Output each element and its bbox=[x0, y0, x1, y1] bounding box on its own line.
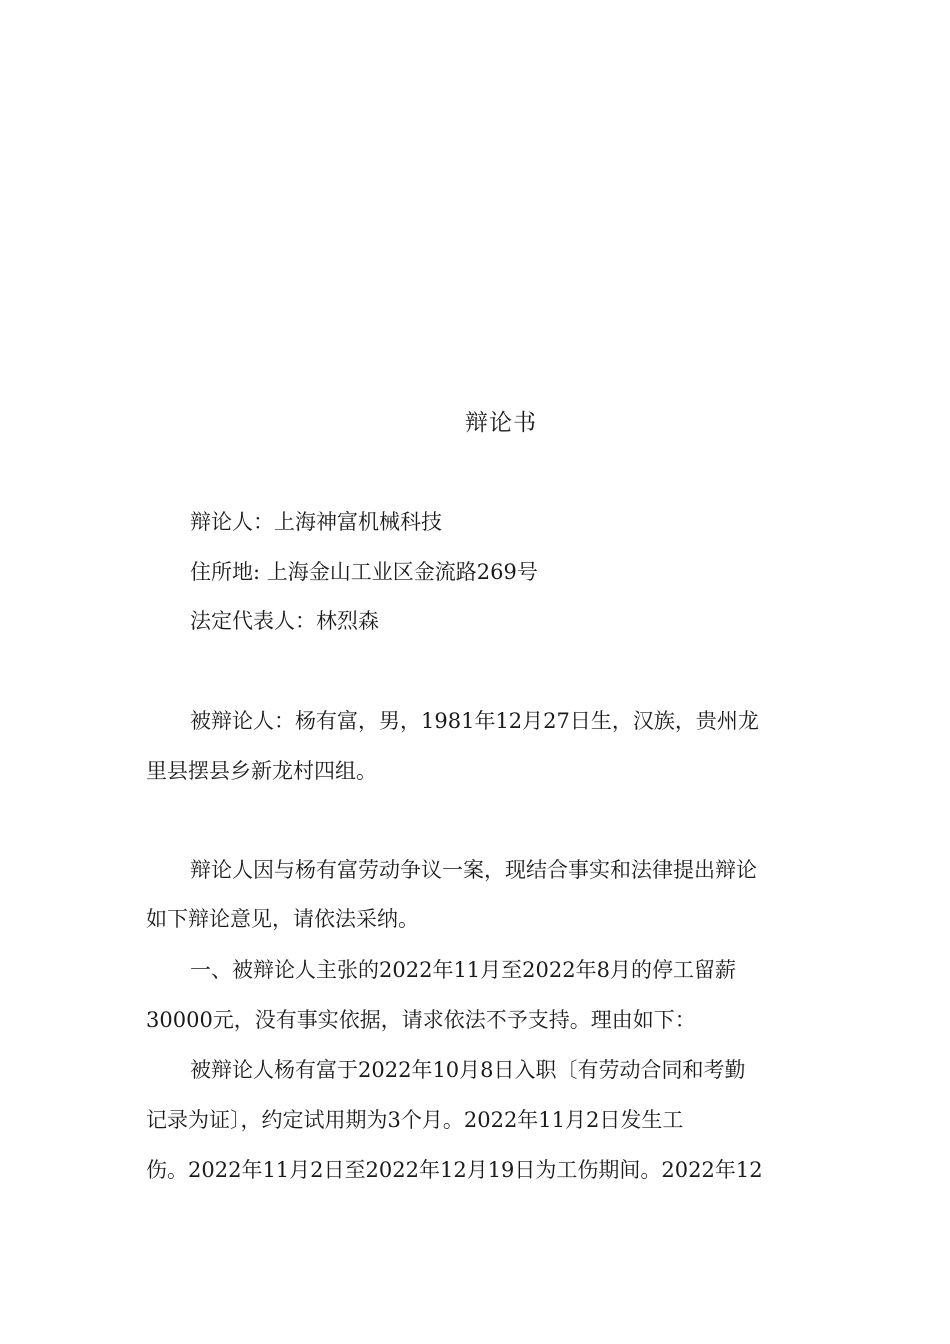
facts-line-1: 被辩论人杨有富于2022年10月8日入职〔有劳动合同和考勤 bbox=[190, 1058, 746, 1082]
intro-paragraph-line-1: 辩论人因与杨有富劳动争议一案，现结合事实和法律提出辩论 bbox=[190, 858, 757, 882]
legal-representative-line: 法定代表人：林烈森 bbox=[190, 609, 379, 633]
respondent-line-2: 里县摆县乡新龙村四组。 bbox=[146, 759, 377, 783]
respondent-line-1: 被辩论人：杨有富，男，1981年12月27日生，汉族，贵州龙 bbox=[190, 709, 759, 733]
debater-line: 辩论人：上海神富机械科技 bbox=[190, 510, 442, 534]
facts-line-3: 伤。2022年11月2日至2022年12月19日为工伤期间。2022年12 bbox=[146, 1158, 763, 1182]
document-title: 辩论书 bbox=[465, 410, 537, 436]
facts-line-2: 记录为证〕，约定试用期为3个月。2022年11月2日发生工 bbox=[146, 1108, 684, 1132]
point-one-line-1: 一、被辩论人主张的2022年11月至2022年8月的停工留薪 bbox=[190, 958, 736, 982]
intro-paragraph-line-2: 如下辩论意见，请依法采纳。 bbox=[146, 907, 419, 931]
address-line: 住所地: 上海金山工业区金流路269号 bbox=[190, 560, 538, 584]
point-one-line-2: 30000元，没有事实依据，请求依法不予支持。理由如下： bbox=[146, 1008, 696, 1032]
